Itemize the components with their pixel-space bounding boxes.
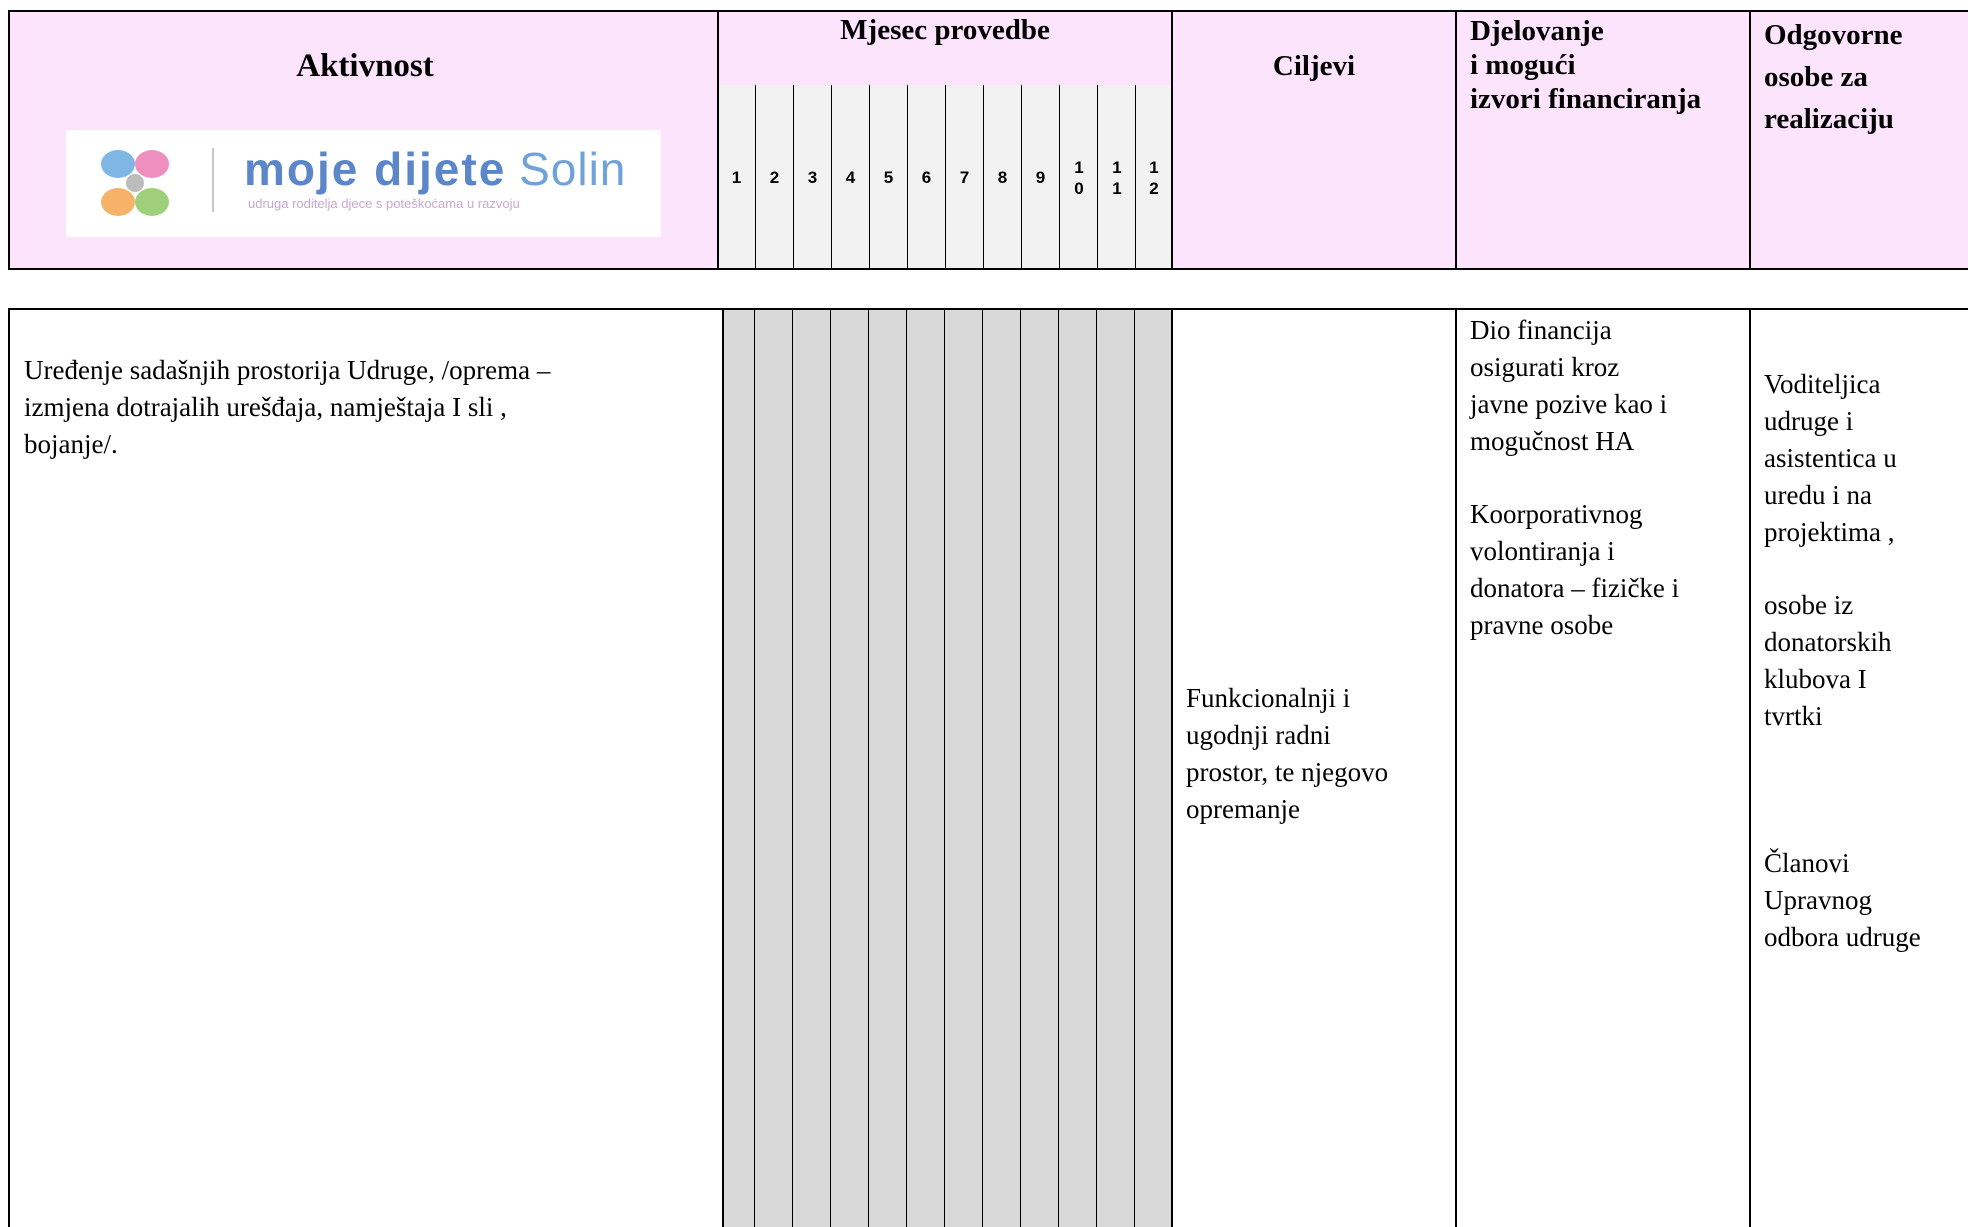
header-divider-3 bbox=[1455, 10, 1457, 270]
header-border-top bbox=[8, 10, 1968, 12]
body-divider-4 bbox=[1749, 308, 1751, 1227]
odgovorne-line-9: tvrtki bbox=[1764, 701, 1823, 731]
gray-bar-11 bbox=[1097, 310, 1135, 1227]
odgovorne-line-3: asistentica u bbox=[1764, 443, 1897, 473]
logo-separator bbox=[212, 148, 214, 212]
month-label-5: 5 bbox=[883, 168, 894, 187]
month-label-3: 3 bbox=[807, 168, 818, 187]
djelovanje-line-3: javne pozive kao i bbox=[1470, 389, 1668, 419]
aktivnost-line-1: Uređenje sadašnjih prostorija Udruge, /oprema – bbox=[24, 355, 551, 385]
month-label-8: 8 bbox=[997, 168, 1008, 187]
cell-aktivnost bbox=[24, 352, 714, 463]
djelovanje-line-8: pravne osobe bbox=[1470, 610, 1614, 640]
header-djelovanje-line-2: i mogući bbox=[1470, 49, 1576, 81]
header-mjesec-provedbe: Mjesec provedbe bbox=[840, 14, 1050, 46]
header-odgovorne-line-2: osobe za bbox=[1764, 61, 1868, 93]
month-col-5 bbox=[870, 85, 908, 270]
month-label-7: 7 bbox=[959, 168, 970, 187]
month-label-1: 1 bbox=[731, 168, 742, 187]
ciljevi-line-1: Funkcionalnji i bbox=[1186, 683, 1351, 713]
djelovanje-line-7: donatora – fizičke i bbox=[1470, 573, 1680, 603]
djelovanje-line-6: volontiranja i bbox=[1470, 536, 1615, 566]
odgovorne-line-4: uredu i na bbox=[1764, 480, 1872, 510]
month-col-10 bbox=[1060, 85, 1098, 270]
gray-bar-1 bbox=[723, 310, 755, 1227]
gray-bar-8 bbox=[983, 310, 1021, 1227]
month-label-11: 11 bbox=[1112, 158, 1122, 198]
month-col-3 bbox=[794, 85, 832, 270]
month-col-4 bbox=[832, 85, 870, 270]
gray-bar-12 bbox=[1135, 310, 1172, 1227]
month-label-2: 2 bbox=[769, 168, 780, 187]
odgovorne-line-8: klubova I bbox=[1764, 664, 1867, 694]
ciljevi-line-2: ugodnji radni bbox=[1186, 720, 1331, 750]
odgovorne-line-5: projektima , bbox=[1764, 517, 1895, 547]
odgovorne-line-10: Članovi bbox=[1764, 848, 1850, 878]
djelovanje-line-2: osigurati kroz bbox=[1470, 352, 1620, 382]
header-divider-2 bbox=[1171, 10, 1173, 270]
logo-wordmark bbox=[244, 143, 627, 195]
month-col-12 bbox=[1136, 85, 1172, 270]
header-odgovorne-line-1: Odgovorne bbox=[1764, 19, 1903, 51]
djelovanje-line-4: mogučnost HA bbox=[1470, 426, 1635, 456]
cell-odgovorne bbox=[1764, 366, 1964, 956]
header-djelovanje bbox=[1470, 14, 1760, 116]
cell-ciljevi bbox=[1186, 680, 1451, 828]
header-aktivnost: Aktivnost bbox=[296, 48, 434, 84]
header-djelovanje-line-1: Djelovanje bbox=[1470, 15, 1604, 47]
month-col-6 bbox=[908, 85, 946, 270]
header-odgovorne bbox=[1764, 14, 1964, 140]
body-divider-3 bbox=[1455, 308, 1457, 1227]
month-col-2 bbox=[756, 85, 794, 270]
month-columns-header bbox=[718, 85, 1172, 270]
body-divider-2 bbox=[1171, 308, 1173, 1227]
odgovorne-line-2: udruge i bbox=[1764, 406, 1854, 436]
logo-tagline: udruga roditelja djece s poteškoćama u razvoju bbox=[248, 196, 520, 211]
odgovorne-line-7: donatorskih bbox=[1764, 627, 1892, 657]
month-col-1 bbox=[718, 85, 756, 270]
gray-bar-7 bbox=[945, 310, 983, 1227]
month-label-10: 10 bbox=[1074, 158, 1084, 198]
logo-brand-light: Solin bbox=[519, 143, 627, 195]
month-label-4: 4 bbox=[845, 168, 856, 187]
odgovorne-line-11: Upravnog bbox=[1764, 885, 1872, 915]
gray-bar-6 bbox=[907, 310, 945, 1227]
logo-brand-bold: moje dijete bbox=[244, 143, 507, 195]
logo bbox=[66, 130, 661, 237]
header-border-bottom bbox=[8, 268, 1968, 270]
month-col-11 bbox=[1098, 85, 1136, 270]
ciljevi-line-4: opremanje bbox=[1186, 794, 1300, 824]
header-djelovanje-line-3: izvori financiranja bbox=[1470, 83, 1702, 115]
djelovanje-line-1: Dio financija bbox=[1470, 315, 1612, 345]
aktivnost-line-2: izmjena dotrajalih urešđaja, namještaja I sli , bbox=[24, 392, 507, 422]
gray-bar-10 bbox=[1059, 310, 1097, 1227]
odgovorne-line-12: odbora udruge bbox=[1764, 922, 1921, 952]
djelovanje-line-5: Koorporativnog bbox=[1470, 499, 1643, 529]
gray-bar-4 bbox=[831, 310, 869, 1227]
gray-bar-3 bbox=[793, 310, 831, 1227]
month-col-7 bbox=[946, 85, 984, 270]
cell-djelovanje bbox=[1470, 312, 1746, 644]
odgovorne-line-6: osobe iz bbox=[1764, 590, 1854, 620]
flower-icon bbox=[80, 134, 190, 234]
aktivnost-line-3: bojanje/. bbox=[24, 429, 118, 459]
month-col-9 bbox=[1022, 85, 1060, 270]
ciljevi-line-3: prostor, te njegovo bbox=[1186, 757, 1389, 787]
gray-bar-5 bbox=[869, 310, 907, 1227]
month-col-8 bbox=[984, 85, 1022, 270]
body-divider-1 bbox=[722, 308, 724, 1227]
gray-bar-2 bbox=[755, 310, 793, 1227]
month-label-9: 9 bbox=[1035, 168, 1046, 187]
body-border-top bbox=[8, 308, 1968, 310]
month-label-6: 6 bbox=[921, 168, 932, 187]
month-label-12: 12 bbox=[1149, 158, 1159, 198]
body-border-left bbox=[8, 308, 10, 1227]
gray-bar-9 bbox=[1021, 310, 1059, 1227]
odgovorne-line-1: Voditeljica bbox=[1764, 369, 1881, 399]
header-ciljevi: Ciljevi bbox=[1272, 50, 1356, 82]
body-month-columns bbox=[723, 310, 1172, 1227]
header-odgovorne-line-3: realizaciju bbox=[1764, 103, 1894, 135]
